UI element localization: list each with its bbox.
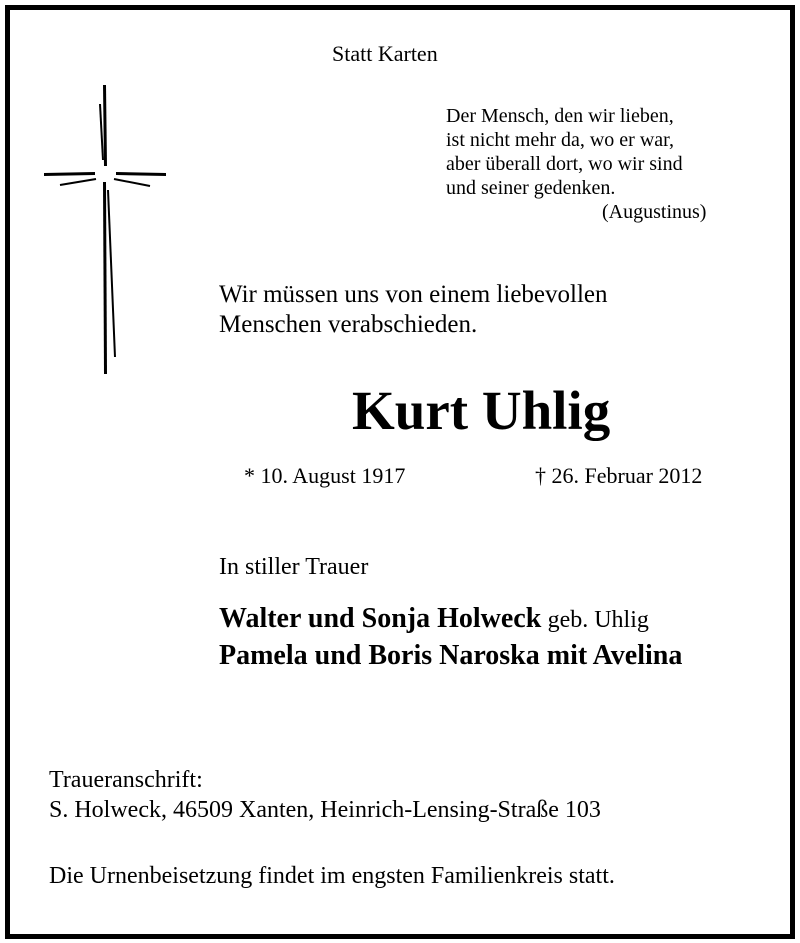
quote-line: aber überall dort, wo wir sind bbox=[446, 153, 683, 175]
mourner-entry bbox=[219, 638, 682, 674]
intro-line: Menschen verabschieden. bbox=[219, 311, 478, 338]
mourning-text: In stiller Trauer bbox=[219, 554, 369, 580]
mourner-entry bbox=[219, 601, 682, 638]
birth-date: * 10. August 1917 bbox=[244, 463, 406, 488]
quote-block bbox=[446, 104, 706, 224]
quote-line: und seiner gedenken. bbox=[446, 177, 616, 199]
quote-line: Der Mensch, den wir lieben, bbox=[446, 105, 674, 127]
mourner-name: Pamela und Boris Naroska mit Avelina bbox=[219, 640, 683, 671]
address-value: S. Holweck, 46509 Xanten, Heinrich-Lensing-Straße 103 bbox=[49, 797, 601, 823]
address-label: Traueranschrift: bbox=[49, 767, 203, 793]
mourners-list bbox=[219, 601, 682, 674]
closing-note: Die Urnenbeisetzung findet im engsten Familienkreis statt. bbox=[49, 863, 615, 889]
intro-text bbox=[219, 280, 608, 340]
quote-author: (Augustinus) bbox=[602, 201, 707, 223]
mourner-note: geb. Uhlig bbox=[547, 607, 649, 633]
intro-line: Wir müssen uns von einem liebevollen bbox=[219, 281, 608, 308]
notice-header: Statt Karten bbox=[332, 41, 438, 66]
death-date: † 26. Februar 2012 bbox=[535, 463, 703, 488]
deceased-name: Kurt Uhlig bbox=[352, 380, 611, 441]
quote-line: ist nicht mehr da, wo er war, bbox=[446, 129, 675, 151]
cross-icon bbox=[40, 82, 170, 387]
mourning-address bbox=[49, 765, 601, 825]
mourner-name: Walter und Sonja Holweck bbox=[219, 603, 542, 634]
